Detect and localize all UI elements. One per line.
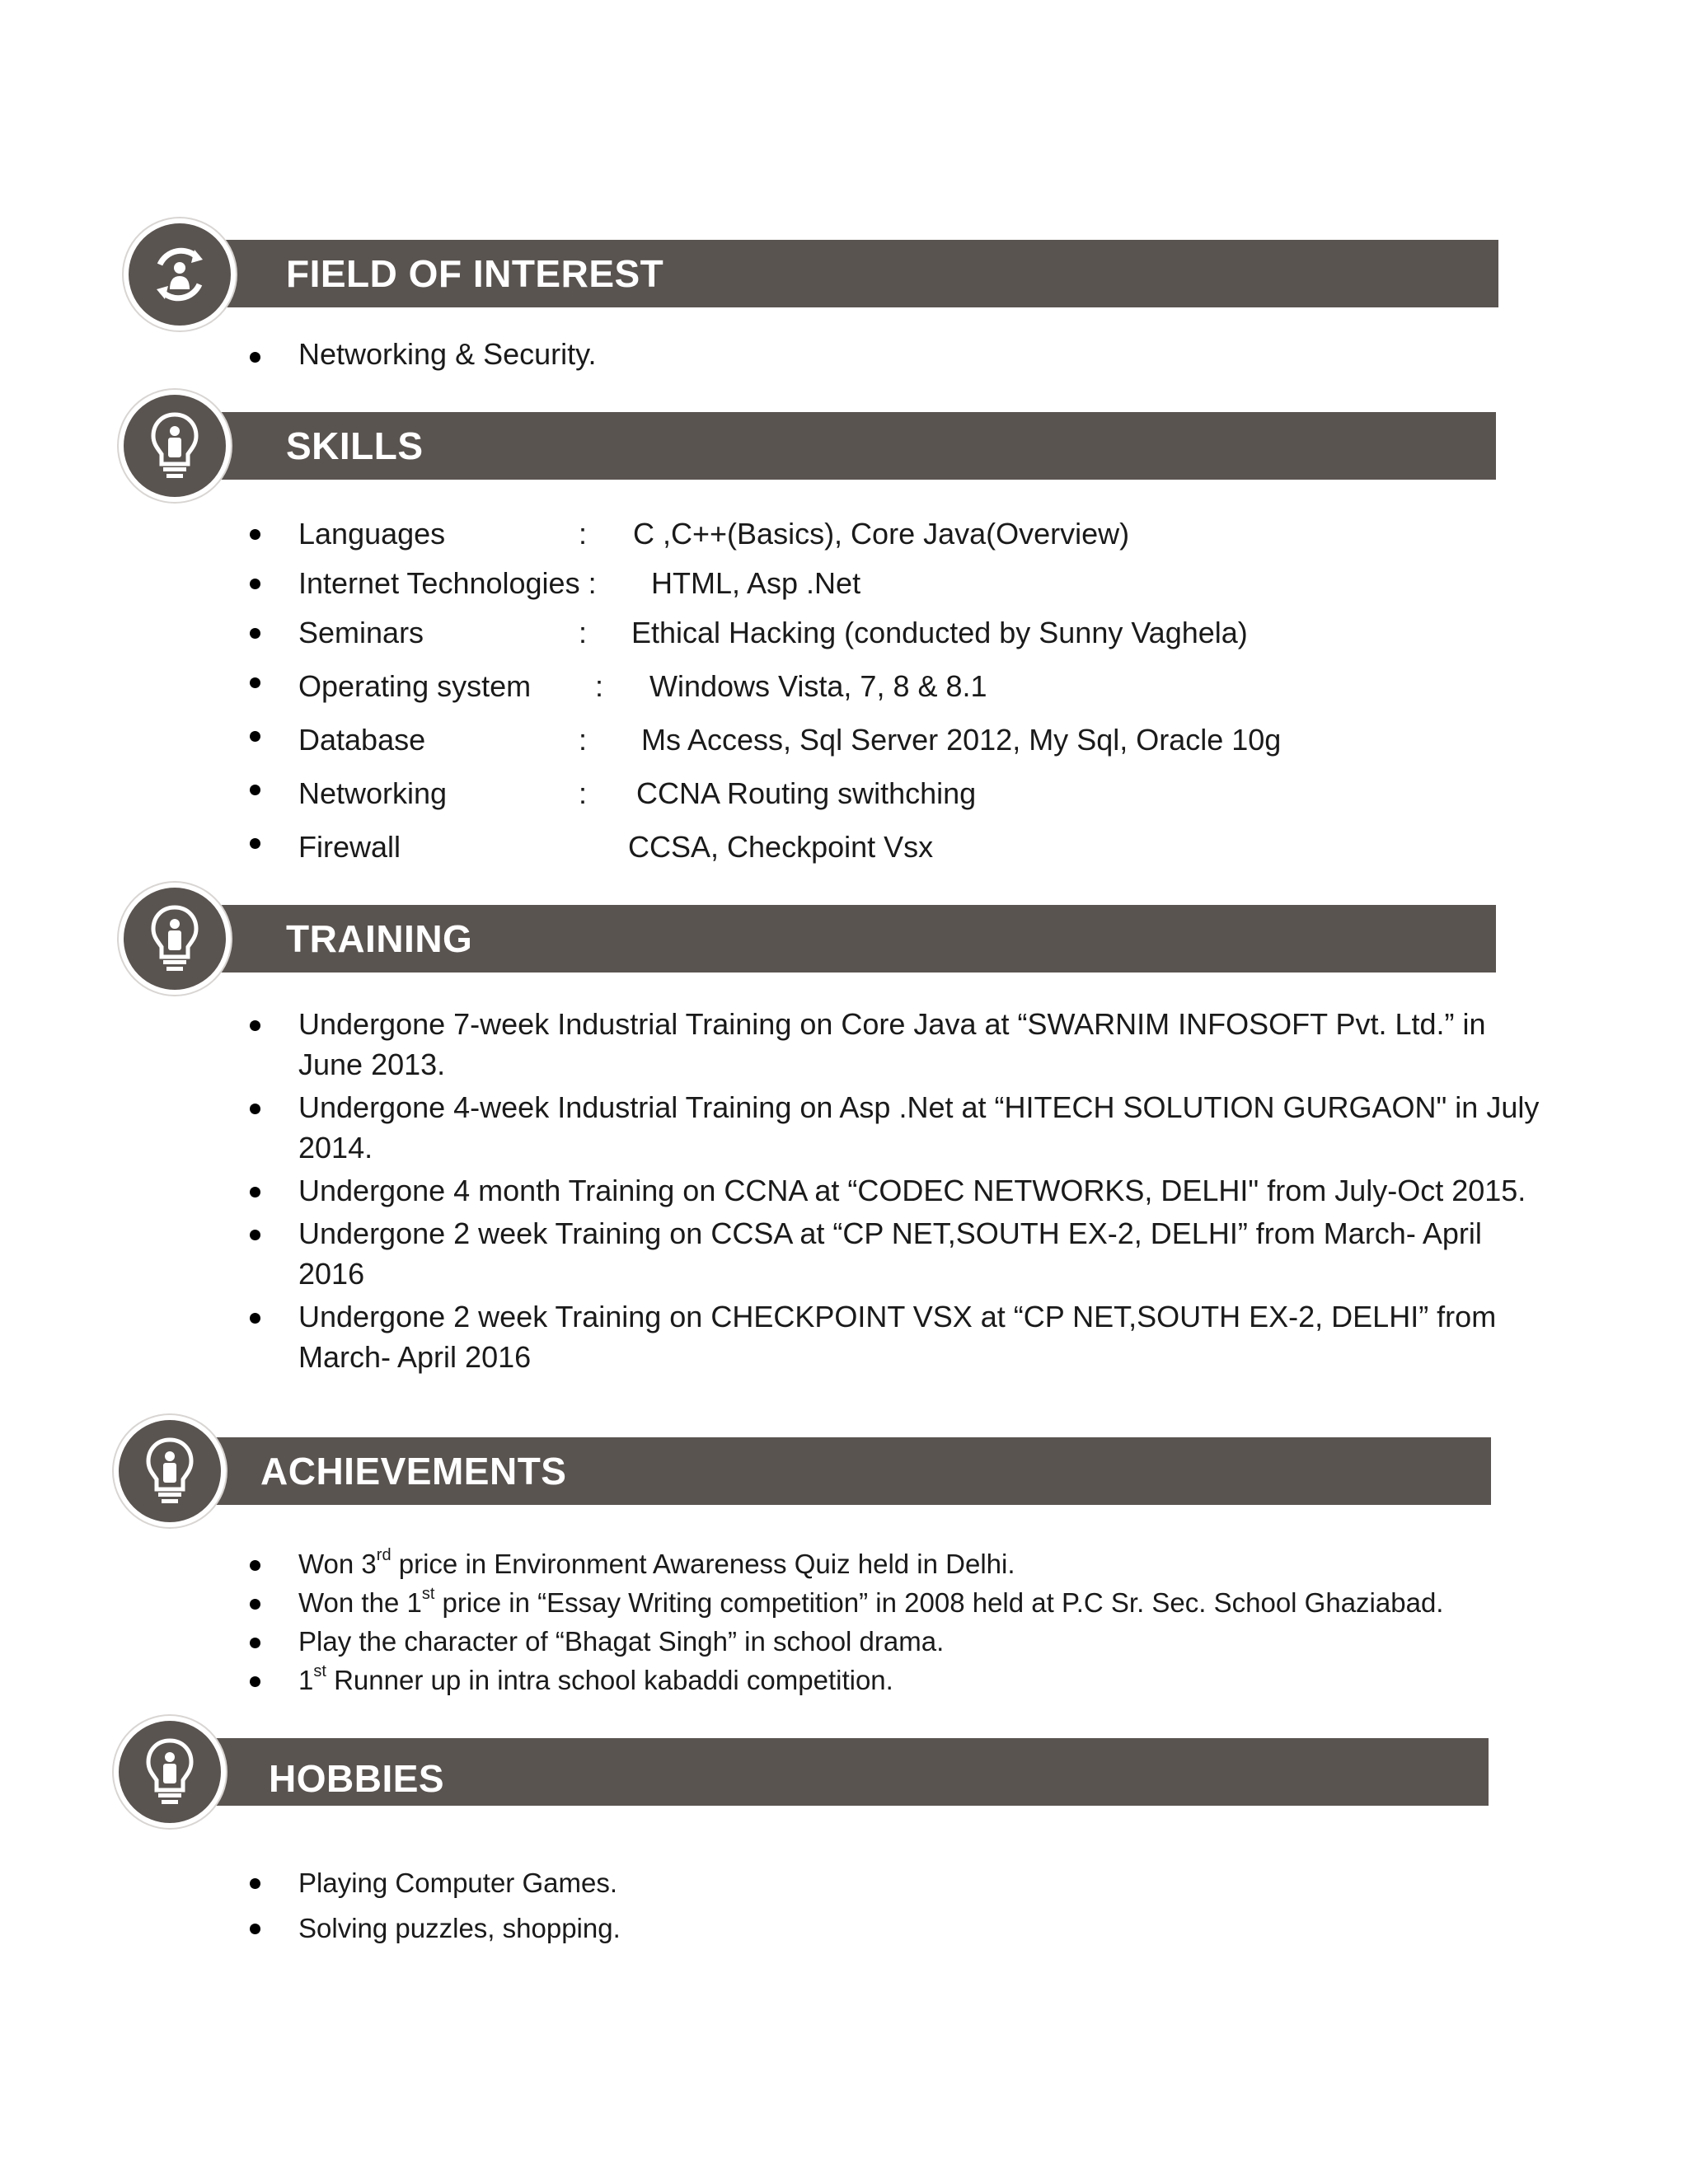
list-item: Undergone 2 week Training on CHECKPOINT VSX at “CP NET,SOUTH EX-2, DELHI” from March- April 2016 bbox=[247, 1296, 1543, 1377]
achievements-list bbox=[247, 1544, 1443, 1699]
list-item bbox=[247, 1544, 1443, 1583]
skill-label: Networking bbox=[298, 776, 448, 810]
list-item: Playing Computer Games. bbox=[247, 1860, 621, 1905]
skill-label: Operating system bbox=[298, 669, 532, 703]
lightbulb-person-icon bbox=[114, 1415, 226, 1527]
list-item: Solving puzzles, shopping. bbox=[247, 1905, 621, 1951]
ordinal-suffix: st bbox=[421, 1585, 435, 1603]
skill-row bbox=[247, 765, 1484, 818]
item-text: Won the 1 bbox=[298, 1587, 422, 1618]
skill-colon: : bbox=[579, 776, 588, 810]
lightbulb-person-icon bbox=[119, 883, 231, 995]
list-item: Undergone 4 month Training on CCNA at “CODEC NETWORKS, DELHI" from July-Oct 2015. bbox=[247, 1170, 1543, 1211]
item-text: Won 3 bbox=[298, 1549, 377, 1579]
section-title: SKILLS bbox=[286, 424, 424, 467]
lightbulb-person-icon bbox=[119, 390, 231, 502]
section-title: HOBBIES bbox=[269, 1757, 445, 1800]
skill-value: CCNA Routing swithching bbox=[636, 776, 977, 810]
list-item bbox=[247, 1622, 1443, 1661]
skill-value: CCSA, Checkpoint Vsx bbox=[628, 830, 934, 864]
skill-value: Windows Vista, 7, 8 & 8.1 bbox=[649, 669, 987, 703]
skill-row bbox=[247, 509, 1484, 559]
section-title: FIELD OF INTEREST bbox=[286, 252, 664, 295]
skill-row bbox=[247, 658, 1484, 711]
list-item bbox=[247, 1661, 1443, 1699]
skill-colon: : bbox=[579, 616, 588, 649]
hobbies-list bbox=[247, 1860, 621, 1951]
skills-list bbox=[247, 509, 1484, 872]
list-item bbox=[247, 1583, 1443, 1622]
section-header-bar bbox=[157, 240, 1498, 307]
skill-colon: : bbox=[579, 723, 588, 757]
training-list bbox=[247, 1004, 1543, 1380]
skill-label: Firewall bbox=[298, 830, 401, 864]
item-text: 1 bbox=[298, 1665, 314, 1695]
ordinal-suffix: rd bbox=[376, 1546, 392, 1564]
list-item: Undergone 4-week Industrial Training on Asp .Net at “HITECH SOLUTION GURGAON" in July 2014. bbox=[247, 1087, 1543, 1168]
skill-colon: : bbox=[579, 517, 588, 551]
list-item: Undergone 2 week Training on CCSA at “CP NET,SOUTH EX-2, DELHI” from March- April 2016 bbox=[247, 1213, 1543, 1294]
section-header-bar bbox=[157, 1437, 1491, 1505]
lightbulb-person-icon bbox=[114, 1716, 226, 1828]
section-title: TRAINING bbox=[286, 917, 473, 960]
item-text: Play the character of “Bhagat Singh” in school drama. bbox=[298, 1626, 945, 1657]
skill-value: Ms Access, Sql Server 2012, My Sql, Oracle 10g bbox=[641, 723, 1282, 757]
section-header-bar bbox=[157, 905, 1496, 972]
section-title: ACHIEVEMENTS bbox=[260, 1450, 567, 1493]
skill-label: Database bbox=[298, 723, 426, 757]
skill-label: Seminars bbox=[298, 616, 424, 649]
section-header-bar bbox=[157, 1738, 1489, 1806]
item-text: price in “Essay Writing competition” in 2008 held at P.C Sr. Sec. School Ghaziabad. bbox=[434, 1587, 1444, 1618]
skill-label: Internet Technologies : bbox=[298, 566, 597, 600]
item-text: price in Environment Awareness Quiz held in Delhi. bbox=[391, 1549, 1015, 1579]
item-text: Runner up in intra school kabaddi competition. bbox=[326, 1665, 893, 1695]
skill-row bbox=[247, 711, 1484, 765]
skill-row bbox=[247, 608, 1484, 658]
skill-label: Languages bbox=[298, 517, 446, 551]
skill-value: HTML, Asp .Net bbox=[651, 566, 861, 600]
person-cycle-icon bbox=[124, 218, 236, 330]
skill-row bbox=[247, 559, 1484, 608]
skill-row bbox=[247, 818, 1484, 872]
list-item: Networking & Security. bbox=[247, 334, 596, 375]
ordinal-suffix: st bbox=[313, 1662, 326, 1680]
skill-value: Ethical Hacking (conducted by Sunny Vaghela) bbox=[631, 616, 1248, 649]
section-header-bar bbox=[157, 412, 1496, 480]
skill-value: C ,C++(Basics), Core Java(Overview) bbox=[633, 517, 1130, 551]
skill-colon: : bbox=[595, 669, 604, 703]
list-item: Undergone 7-week Industrial Training on Core Java at “SWARNIM INFOSOFT Pvt. Ltd.” in June 2013. bbox=[247, 1004, 1543, 1085]
field-of-interest-list bbox=[247, 334, 596, 375]
